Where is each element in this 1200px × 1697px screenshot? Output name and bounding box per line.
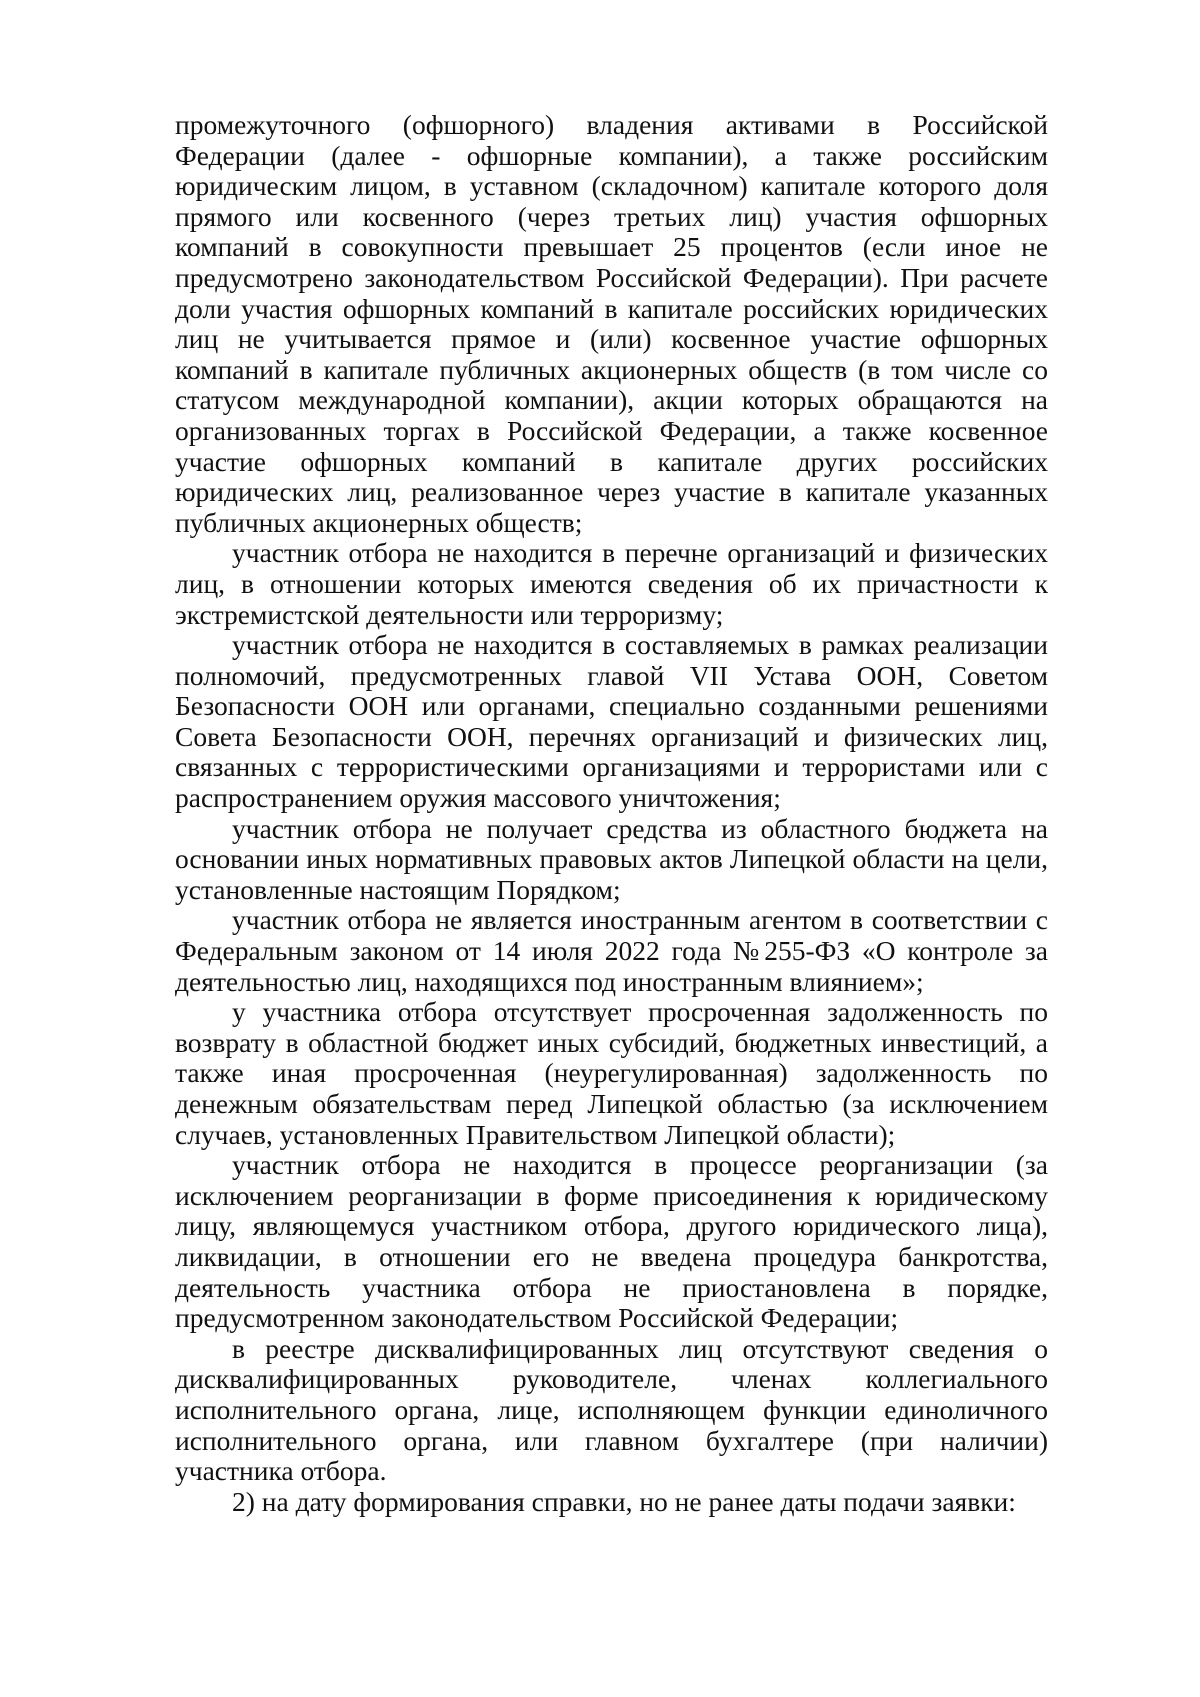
paragraph-foreign-agent: участник отбора не является иностранным агентом в соответствии с Федеральным законом от 14 июля 2022 года №255-ФЗ «О контроле за деятельностью лиц, находящихся под иностранным влиянием»; (175, 904, 1048, 997)
paragraph-offshore-continuation: промежуточного (офшорного) владения активами в Российской Федерации (далее - офшорные компании), а также российским юридическим лицом, в уставном (складочном) капитале которого доля прямого или косвенного (через третьих лиц) участия офшорных компаний в совокупности превышает 25 процентов (если иное не предусмотрено законодательством Российской Федерации). При расчете доли участия офшорных компаний в капитале российских юридических лиц не учитывается прямое и (или) косвенное участие офшорных компаний в капитале публичных акционерных обществ (в том числе со статусом международной компании), акции которых обращаются на организованных торгах в Российской Федерации, а также косвенное участие офшорных компаний в капитале других российских юридических лиц, реализованное через участие в капитале указанных публичных акционерных обществ; (175, 109, 1048, 538)
paragraph-reorganization-liquidation: участник отбора не находится в процессе реорганизации (за исключением реорганизации в форме присоединения к юридическому лицу, являющемуся участником отбора, другого юридического лица), ликвидации, в отношении его не введена процедура банкротства, деятельность участника отбора не приостановлена в порядке, предусмотренном законодательством Российской Федерации; (175, 1149, 1048, 1334)
paragraph-disqualified-persons: в реестре дисквалифицированных лиц отсутствуют сведения о дисквалифицированных руководителе, членах коллегиального исполнительного органа, лице, исполняющем функции единоличного исполнительного органа, или главном бухгалтере (при наличии) участника отбора. (175, 1332, 1048, 1487)
paragraph-overdue-debt: у участника отбора отсутствует просроченная задолженность по возврату в областной бюджет иных субсидий, бюджетных инвестиций, а также иная просроченная (неурегулированная) задолженность по денежным обязательствам перед Липецкой областью (за исключением случаев, установленных Правительством Липецкой области); (175, 996, 1048, 1150)
paragraph-item-2-heading: 2) на дату формирования справки, но не ранее даты подачи заявки: (232, 1485, 1016, 1517)
paragraph-extremism-list: участник отбора не находится в перечне организаций и физических лиц, в отношении которых имеются сведения об их причастности к экстремистской деятельности или терроризму; (175, 537, 1048, 630)
document-page (175, 110, 1048, 1517)
paragraph-regional-budget-funds: участник отбора не получает средства из областного бюджета на основании иных нормативных правовых актов Липецкой области на цели, установленные настоящим Порядком; (175, 812, 1048, 905)
paragraph-un-security-council-lists: участник отбора не находится в составляемых в рамках реализации полномочий, предусмотренных главой VII Устава ООН, Советом Безопасности ООН или органами, специально созданными решениями Совета Безопасности ООН, перечнях организаций и физических лиц, связанных с террористическими организациями и террористами или с распространением оружия массового уничтожения; (175, 629, 1048, 814)
